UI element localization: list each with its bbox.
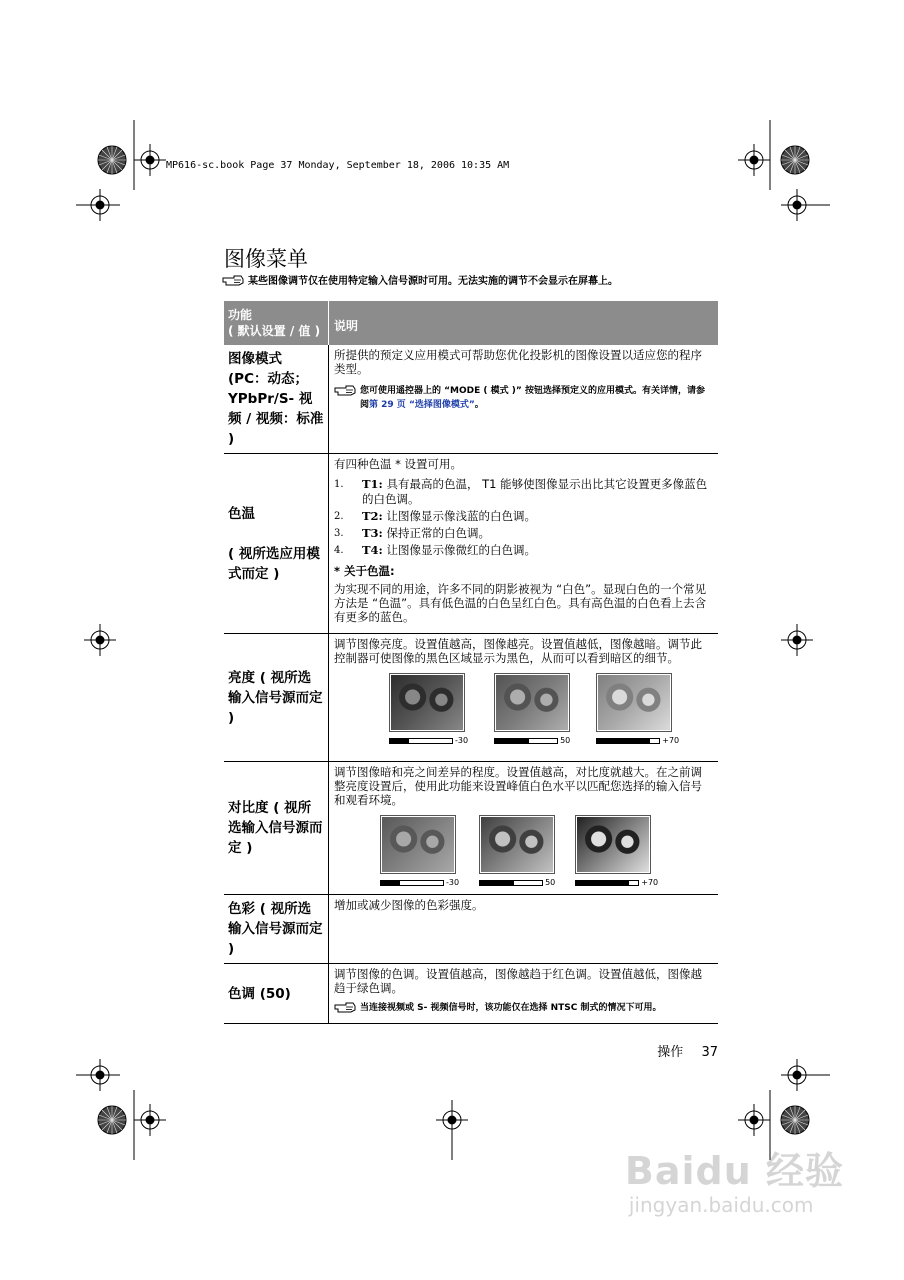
photo-placeholder bbox=[382, 817, 454, 872]
sample-photo bbox=[380, 815, 456, 874]
sample-photo bbox=[389, 673, 465, 732]
top-note bbox=[222, 272, 618, 287]
level-bar-fill bbox=[480, 881, 514, 885]
description-brightness bbox=[329, 634, 719, 762]
brightness-samples bbox=[334, 673, 713, 745]
sample-photo bbox=[596, 673, 672, 732]
level-bar bbox=[389, 736, 468, 745]
sample-photo bbox=[479, 815, 555, 874]
header-description: 说明 bbox=[329, 301, 719, 345]
table-row bbox=[224, 762, 718, 895]
level-label: -30 bbox=[455, 736, 469, 745]
level-label: 50 bbox=[545, 878, 556, 887]
description-tint bbox=[329, 964, 719, 1024]
function-table bbox=[224, 301, 718, 1024]
tint-note-text: 当连接视频或 S- 视频信号时，该功能仅在选择 NTSC 制式的情况下可用。 bbox=[360, 1003, 662, 1013]
list-item-text: 具有最高的色温， T1 能够使图像显示出比其它设置更多像蓝色的白色调。 bbox=[362, 477, 708, 506]
level-label: +70 bbox=[641, 878, 659, 887]
sample-thumbnail bbox=[380, 815, 459, 887]
photo-placeholder bbox=[391, 675, 463, 730]
pointing-hand-icon bbox=[334, 1001, 356, 1013]
pointing-hand-icon bbox=[334, 384, 356, 396]
color-temp-title: 色温 bbox=[228, 505, 255, 522]
list-item-text: 保持正常的白色调。 bbox=[386, 526, 490, 540]
list-item-body bbox=[362, 526, 490, 541]
list-item-number: 2. bbox=[334, 511, 344, 522]
table-row bbox=[224, 895, 718, 964]
description-color: 增加或减少图像的色彩强度。 bbox=[329, 895, 719, 964]
picture-mode-note bbox=[334, 384, 713, 412]
tint-text: 调节图像的色调。设置值越高，图像越趋于红色调。设置值越低，图像越趋于绿色调。 bbox=[334, 967, 702, 995]
list-item-text: 让图像显示像浅蓝的白色调。 bbox=[386, 509, 536, 523]
description-contrast bbox=[329, 762, 719, 895]
sample-thumbnail bbox=[494, 673, 570, 745]
level-bar bbox=[380, 878, 459, 887]
print-header: MP616-sc.book Page 37 Monday, September 18, 2006 10:35 AM bbox=[166, 160, 510, 171]
level-bar bbox=[575, 878, 658, 887]
description-color-temp bbox=[329, 454, 719, 634]
photo-placeholder bbox=[481, 817, 553, 872]
level-bar-fill bbox=[381, 881, 400, 885]
list-item-name: T1: bbox=[362, 477, 383, 491]
watermark-url: jingyan.baidu.com bbox=[628, 1193, 814, 1217]
level-bar-track bbox=[596, 738, 660, 744]
function-tint: 色调 (50) bbox=[224, 964, 329, 1024]
sample-thumbnail bbox=[596, 673, 679, 745]
level-bar-track bbox=[575, 880, 639, 886]
list-item-body bbox=[362, 477, 713, 507]
function-brightness: 亮度 ( 视所选输入信号源而定 ) bbox=[224, 634, 329, 762]
level-label: -30 bbox=[446, 878, 460, 887]
level-bar-track bbox=[389, 738, 453, 744]
tint-note bbox=[334, 1001, 713, 1015]
list-item-body bbox=[362, 543, 536, 558]
table-row bbox=[224, 345, 718, 454]
pointing-hand-icon bbox=[222, 274, 244, 286]
list-item-text: 让图像显示像微红的白色调。 bbox=[386, 543, 536, 557]
list-item-number: 1. bbox=[334, 479, 344, 490]
color-temp-intro: 有四种色温 * 设置可用。 bbox=[334, 457, 463, 471]
picture-mode-text: 所提供的预定义应用模式可帮助您优化投影机的图像设置以适应您的程序类型。 bbox=[334, 348, 702, 376]
page-title: 图像菜单 bbox=[224, 247, 308, 271]
sample-thumbnail bbox=[575, 815, 658, 887]
picture-mode-link[interactable]: 第 29 页 “选择图像模式” bbox=[369, 400, 475, 410]
level-bar-fill bbox=[495, 739, 529, 743]
function-picture-mode: 图像模式 (PC：动态；YPbPr/S- 视频 / 视频：标准 ) bbox=[224, 345, 329, 454]
page-footer bbox=[657, 1041, 718, 1060]
photo-placeholder bbox=[577, 817, 649, 872]
list-item-name: T2: bbox=[362, 509, 383, 523]
color-temp-subtitle: ( 视所选应用模式而定 ) bbox=[228, 545, 320, 582]
list-item bbox=[334, 477, 713, 507]
color-temp-about-title: * 关于色温: bbox=[334, 564, 395, 578]
list-item-number: 3. bbox=[334, 528, 344, 539]
contrast-samples bbox=[334, 815, 713, 887]
sample-thumbnail bbox=[479, 815, 555, 887]
function-contrast: 对比度 ( 视所选输入信号源而定 ) bbox=[224, 762, 329, 895]
brightness-text: 调节图像亮度。设置值越高，图像越亮。设置值越低，图像越暗。调节此控制器可使图像的黑色区域显示为黑色，从而可以看到暗区的细节。 bbox=[334, 637, 702, 665]
header-function-line1: 功能 bbox=[228, 308, 253, 322]
level-bar-track bbox=[380, 880, 444, 886]
sample-photo bbox=[575, 815, 651, 874]
table-row bbox=[224, 454, 718, 634]
list-item bbox=[334, 543, 713, 558]
level-bar bbox=[596, 736, 679, 745]
list-item bbox=[334, 509, 713, 524]
level-bar-track bbox=[479, 880, 543, 886]
picture-mode-note-suffix: 。 bbox=[474, 400, 484, 410]
table-header-row bbox=[224, 301, 718, 345]
sample-photo bbox=[494, 673, 570, 732]
level-bar bbox=[494, 736, 570, 745]
level-bar-fill bbox=[597, 739, 650, 743]
level-bar-fill bbox=[576, 881, 629, 885]
footer-page-number: 37 bbox=[701, 1045, 718, 1060]
top-note-text: 某些图像调节仅在使用特定输入信号源时可用。无法实施的调节不会显示在屏幕上。 bbox=[248, 276, 618, 287]
footer-section: 操作 bbox=[657, 1045, 684, 1060]
list-item-number: 4. bbox=[334, 545, 344, 556]
list-item-name: T4: bbox=[362, 543, 383, 557]
level-bar-fill bbox=[390, 739, 409, 743]
color-temp-about-text: 为实现不同的用途，许多不同的阴影被视为 “白色”。显现白色的一个常见方法是 “色温”。具有低色温的白色呈红白色。具有高色温的白色看上去含有更多的蓝色。 bbox=[334, 582, 707, 624]
level-label: 50 bbox=[560, 736, 571, 745]
picture-mode-note-text: 您可使用遥控器上的 “MODE ( 模式 )” 按钮选择预定义的应用模式。有关详情，请参阅 bbox=[360, 386, 705, 410]
table-row bbox=[224, 634, 718, 762]
contrast-text: 调节图像暗和亮之间差异的程度。设置值越高，对比度就越大。在之前调整亮度设置后，使用此功能来设置峰值白色水平以匹配您选择的输入信号和观看环境。 bbox=[334, 765, 702, 807]
header-function bbox=[224, 301, 329, 345]
watermark bbox=[625, 1140, 844, 1217]
photo-placeholder bbox=[598, 675, 670, 730]
header-function-line2: ( 默认设置 / 值 ) bbox=[228, 324, 321, 338]
description-picture-mode bbox=[329, 345, 719, 454]
list-item bbox=[334, 526, 713, 541]
function-color: 色彩 ( 视所选输入信号源而定 ) bbox=[224, 895, 329, 964]
function-color-temp bbox=[224, 454, 329, 634]
color-temp-list bbox=[334, 477, 713, 558]
level-bar-track bbox=[494, 738, 558, 744]
table-row bbox=[224, 964, 718, 1024]
list-item-body bbox=[362, 509, 536, 524]
sample-thumbnail bbox=[389, 673, 468, 745]
level-label: +70 bbox=[662, 736, 680, 745]
photo-placeholder bbox=[496, 675, 568, 730]
level-bar bbox=[479, 878, 555, 887]
list-item-name: T3: bbox=[362, 526, 383, 540]
watermark-brand: Baidu 经验 bbox=[624, 1149, 844, 1193]
